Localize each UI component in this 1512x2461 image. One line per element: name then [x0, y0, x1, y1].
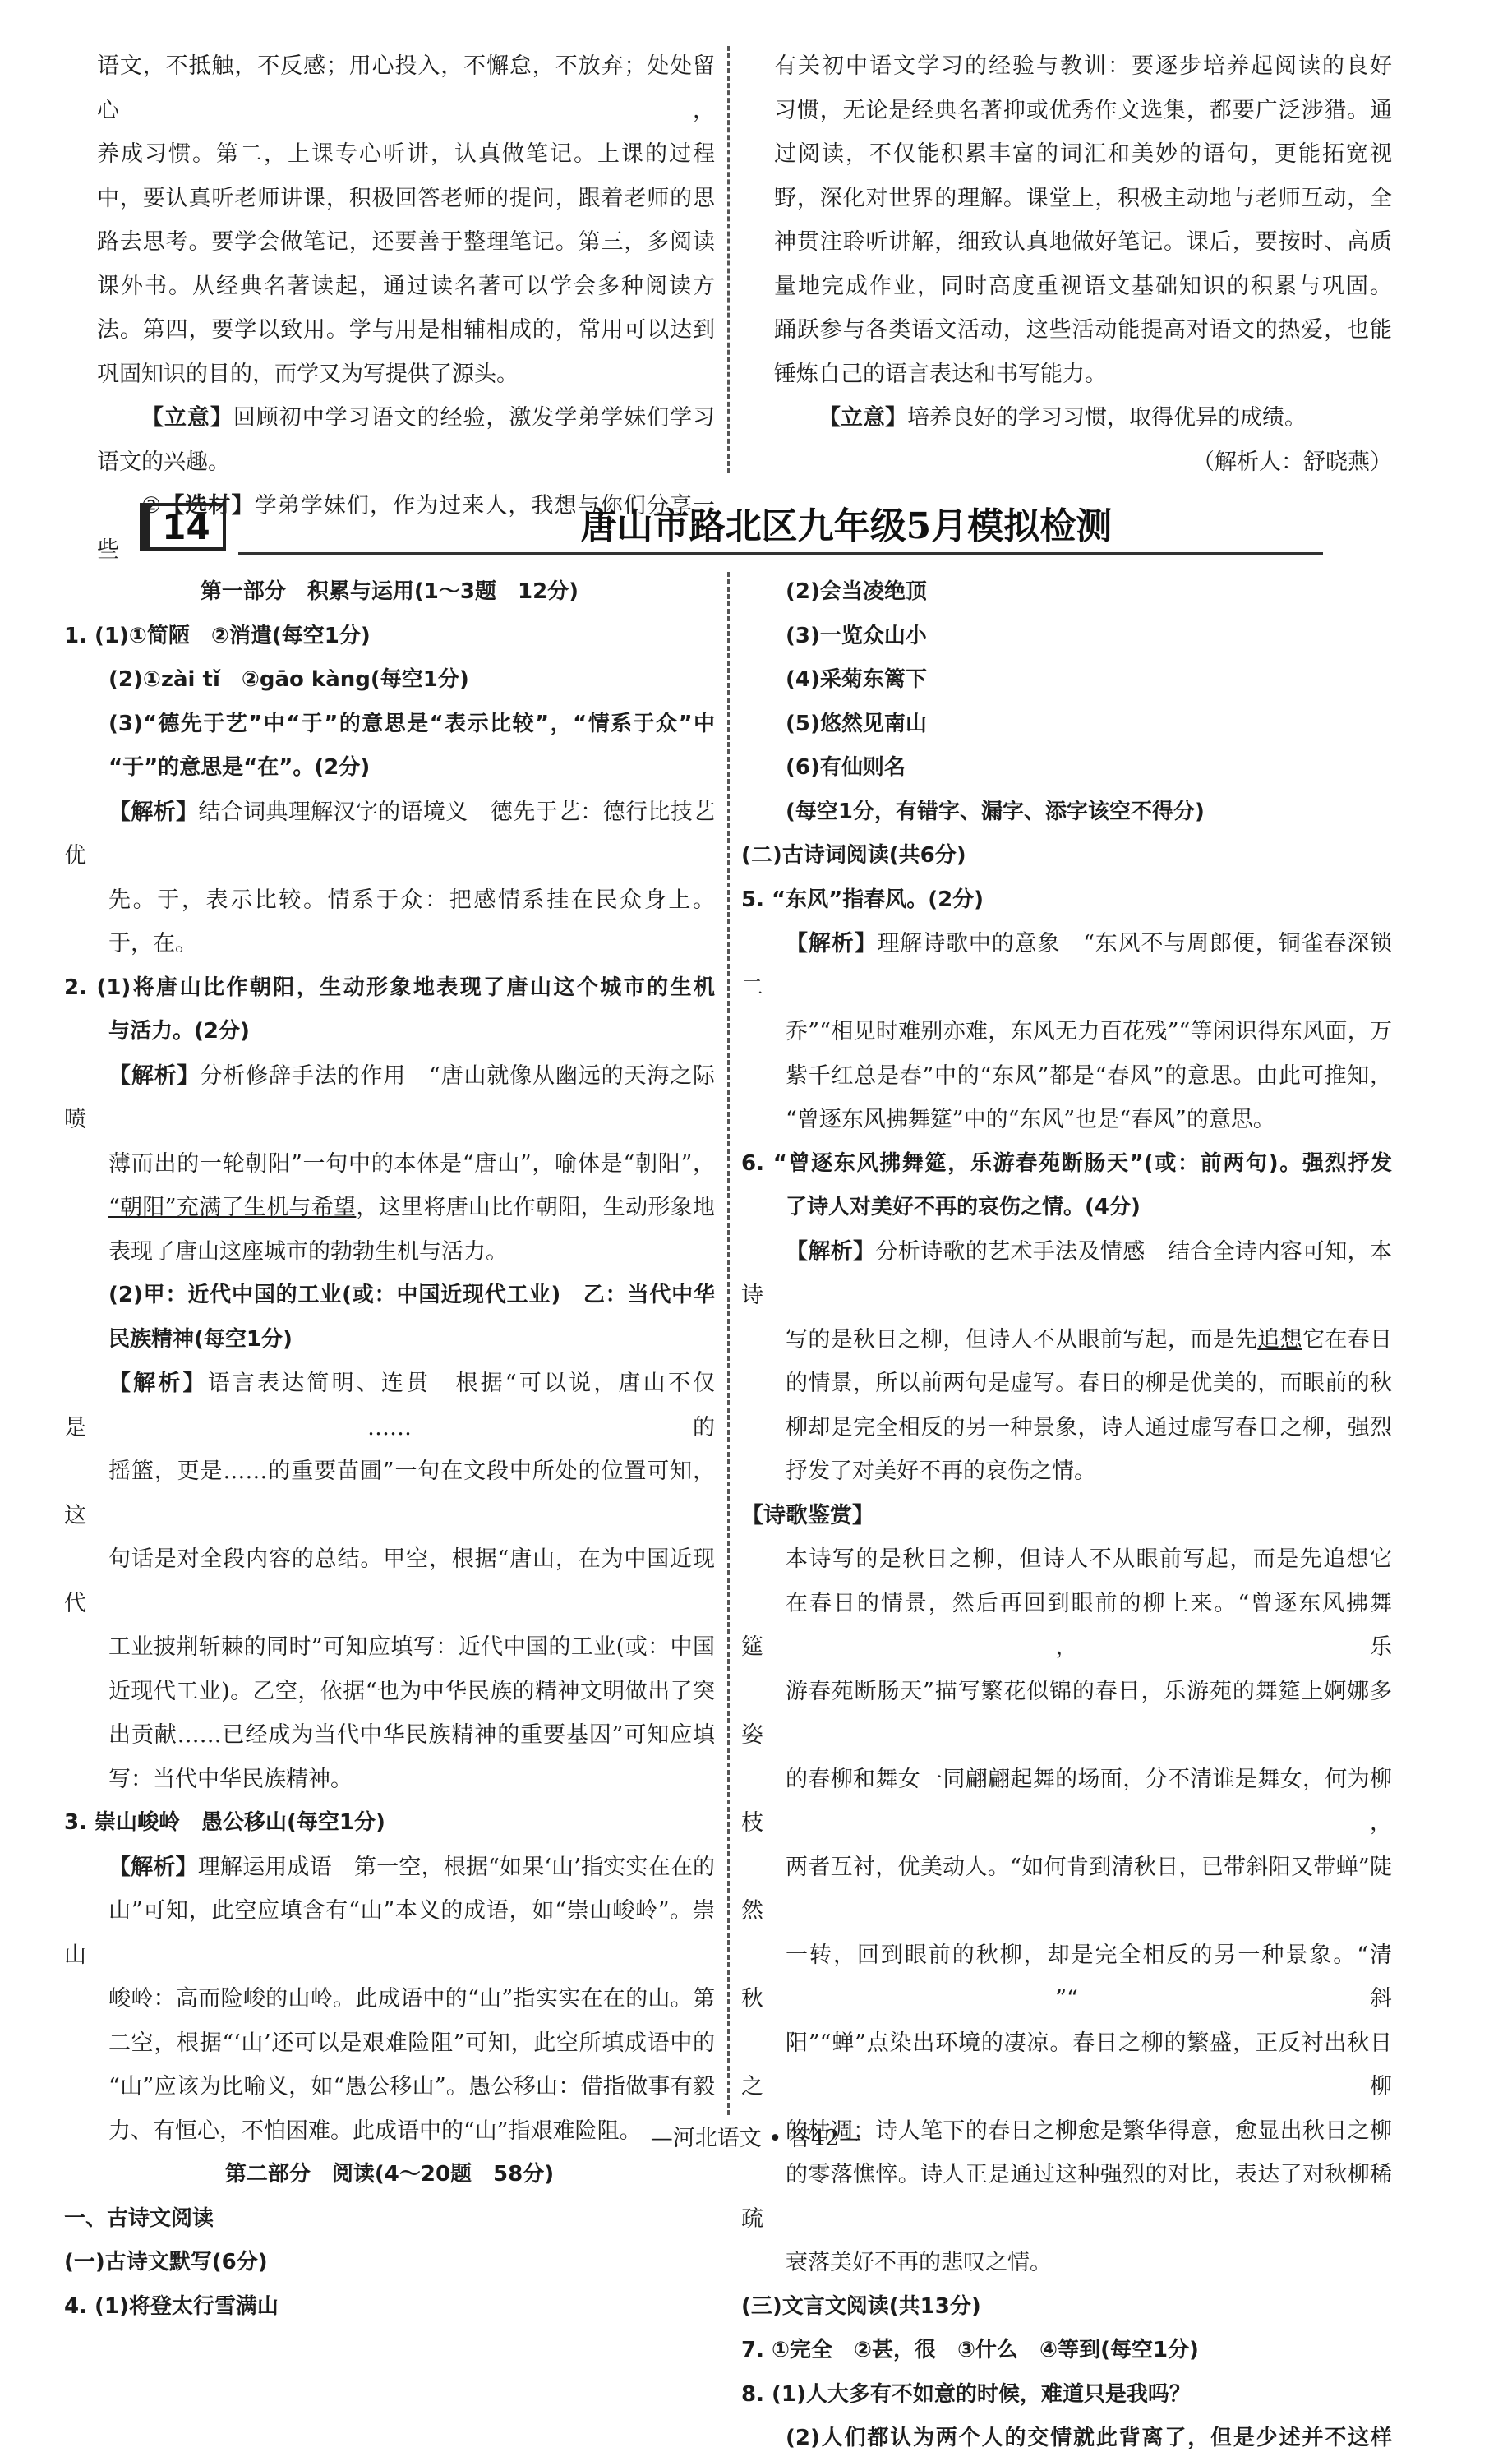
text-line: 中，要认真听老师讲课，积极回答老师的提问，跟着老师的思 — [97, 185, 715, 211]
analysis-tag: 【解析】 — [108, 1062, 201, 1089]
analysis-line: 写：当代中华民族精神。 — [108, 1766, 353, 1792]
analysis-line: 出贡献……已经成为当代中华民族精神的重要基因”可知应填 — [108, 1722, 715, 1748]
answer-line: 了诗人对美好不再的哀伤之情。(4分) — [786, 1195, 1141, 1219]
answer-line: 5. “东风”指春风。(2分) — [741, 887, 984, 912]
analysis-line: 柳却是完全相反的另一种景象，诗人通过虚写春日之柳，强烈 — [786, 1414, 1392, 1440]
answer-line: 民族精神(每空1分) — [108, 1326, 293, 1352]
analysis-line: 抒发了对美好不再的哀伤之情。 — [786, 1459, 1096, 1484]
analysis-line: 峻岭：高而险峻的山岭。此成语中的“山”指实实在在的山。第 — [108, 1986, 715, 2012]
section-heading: 一、古诗文阅读 — [64, 2205, 214, 2231]
text-line: 养成习惯。第二，上课专心听讲，认真做笔记。上课的过程 — [97, 141, 715, 167]
page-footer: —河北语文 • 答42— — [650, 2126, 862, 2151]
text-line: 语文，不抵触，不反感；用心投入，不懈怠，不放弃；处处留心， — [97, 53, 715, 123]
analysis-line: 【解析】理解运用成语 第一空，根据“如果‘山’指实实在在的 — [108, 1854, 715, 1880]
liyi-line: 【立意】回顾初中学习语文的经验，激发学弟学妹们学习 — [141, 405, 716, 431]
top-left-block — [97, 44, 715, 572]
analysis-line: 【解析】结合词典理解汉字的语境义 德先于艺：德行比技艺优 — [64, 799, 716, 869]
analysis-line: 表现了唐山这座城市的勃勃生机与活力。 — [108, 1238, 508, 1265]
analysis-line: 先。于，表示比较。情系于众：把感情系挂在民众身上。 — [108, 887, 715, 913]
column-divider-bottom — [727, 572, 730, 2115]
analysis-line: 工业披荆斩棘的同时”可知应填写：近代中国的工业(或：中国 — [108, 1634, 715, 1660]
text-line: 有关初中语文学习的经验与教训：要逐步培养起阅读的良好 — [774, 53, 1392, 79]
scoring-note: (每空1分，有错字、漏字、添字该空不得分) — [786, 799, 1205, 824]
analysis-line: 山”可知，此空应填含有“山”本义的成语，如“崇山峻岭”。崇山 — [64, 1898, 715, 1968]
answer-line: (3)“德先于艺”中“于”的意思是“表示比较”，“情系于众”中 — [108, 711, 715, 736]
analysis-tag: 【解析】 — [108, 1854, 198, 1880]
exam-title: 唐山市路北区九年级5月模拟检测 — [580, 505, 1113, 547]
xuancai-tag: 【选材】 — [162, 493, 255, 518]
poem-line: 一转，回到眼前的秋柳，却是完全相反的另一种景象。“清秋”“斜 — [741, 1942, 1392, 2012]
answer-line: (4)采菊东篱下 — [786, 667, 927, 692]
part-heading: 第二部分 阅读(4～20题 58分) — [224, 2162, 555, 2187]
text-line: 语文的兴趣。 — [97, 449, 230, 475]
liyi-tag: 【立意】 — [818, 405, 907, 431]
section-heading: (三)文言文阅读(共13分) — [741, 2293, 981, 2319]
analysis-tag: 【解析】 — [108, 1371, 208, 1396]
text-line: 路去思考。要学会做笔记，还要善于整理笔记。第三，多阅读 — [97, 229, 715, 255]
analysis-line: 于，在。 — [108, 931, 197, 956]
top-right-block — [774, 44, 1392, 484]
analysis-line: 【解析】分析修辞手法的作用 “唐山就像从幽远的天海之际喷 — [64, 1062, 715, 1132]
poem-line: 在春日的情景，然后再回到眼前的柳上来。“曾逐东风拂舞筵，乐 — [741, 1590, 1392, 1660]
poem-line: 的零落憔悴。诗人正是通过这种强烈的对比，表达了对秋柳稀疏 — [741, 2162, 1392, 2232]
poem-line: 的枯凋；诗人笔下的春日之柳愈是繁华得意，愈显出秋日之柳 — [786, 2118, 1392, 2144]
analysis-line: 力、有恒心，不怕困难。此成语中的“山”指艰难险阻。 — [108, 2118, 642, 2144]
text-line: 法。第四，要学以致用。学与用是相辅相成的，常用可以达到 — [97, 317, 715, 343]
section-heading: (一)古诗文默写(6分) — [64, 2250, 268, 2274]
analysis-line: 【解析】理解诗歌中的意象 “东风不与周郎便，铜雀春深锁二 — [741, 931, 1392, 1001]
answer-line: (3)一览众山小 — [786, 623, 927, 648]
analysis-line: 紫千红总是春”中的“东风”都是“春风”的意思。由此可推知， — [786, 1062, 1392, 1089]
analysis-line: “朝阳”充满了生机与希望，这里将唐山比作朝阳，生动形象地 — [108, 1195, 716, 1220]
answer-line: 1. (1)①简陋 ②消遣(每空1分) — [64, 623, 371, 648]
text-line: 野，深化对世界的理解。课堂上，积极主动地与老师互动，全 — [774, 185, 1392, 211]
xuancai-line: ②【选材】学弟学妹们，作为过来人，我想与你们分享一些 — [97, 493, 715, 563]
analysis-line: 薄而出的一轮朝阳”一句中的本体是“唐山”，喻体是“朝阳”， — [108, 1150, 715, 1177]
answer-line: (2)甲：近代中国的工业(或：中国近现代工业) 乙：当代中华 — [108, 1283, 715, 1307]
section-heading: (二)古诗词阅读(共6分) — [741, 843, 966, 868]
part-heading: 第一部分 积累与运用(1～3题 12分) — [200, 579, 579, 604]
liyi-line: 【立意】培养良好的学习习惯，取得优异的成绩。 — [818, 405, 1307, 431]
analysis-line: 写的是秋日之柳，但诗人不从眼前写起，而是先追想它在春日 — [786, 1326, 1393, 1353]
poem-line: 阳”“蝉”点染出环境的凄凉。春日之柳的繁盛，正反衬出秋日之柳 — [741, 2030, 1392, 2099]
answer-line: 4. (1)将登太行雪满山 — [64, 2293, 279, 2319]
column-divider-top — [727, 46, 730, 473]
answer-line: (5)悠然见南山 — [786, 711, 927, 736]
text-line: 过阅读，不仅能积累丰富的词汇和美妙的语句，更能拓宽视 — [774, 141, 1392, 167]
text-line: 量地完成作业，同时高度重视语文基础知识的积累与巩固。 — [774, 273, 1392, 299]
analysis-line: 二空，根据“‘山’还可以是艰难险阻”可知，此空所填成语中的 — [108, 2030, 715, 2056]
answer-line: 3. 崇山峻岭 愚公移山(每空1分) — [64, 1810, 385, 1835]
exam-number-badge: 14 — [140, 503, 226, 551]
poem-line: 衰落美好不再的悲叹之情。 — [786, 2250, 1052, 2275]
answer-line: 7. ①完全 ②甚，很 ③什么 ④等到(每空1分) — [741, 2338, 1199, 2362]
text-line: 踊跃参与各类语文活动，这些活动能提高对语文的热爱，也能 — [774, 317, 1392, 343]
analysis-line: 近现代工业)。乙空，依据“也为中华民族的精神文明做出了突 — [108, 1678, 715, 1704]
text-line: 神贯注聆听讲解，细致认真地做好笔记。课后，要按时、高质 — [774, 229, 1392, 255]
analysis-line: 摇篮，更是……的重要苗圃”一句在文段中所处的位置可知，这 — [64, 1459, 715, 1528]
analysis-line: 乔”“相见时难别亦难，东风无力百花残”“等闲识得东风面，万 — [786, 1019, 1392, 1044]
right-column — [741, 570, 1392, 2461]
poem-appreciation-tag: 【诗歌鉴赏】 — [741, 1502, 874, 1528]
poem-line: 本诗写的是秋日之柳，但诗人不从眼前写起，而是先追想它 — [786, 1546, 1392, 1572]
analysis-line: 句话是对全段内容的总结。甲空，根据“唐山，在为中国近现代 — [64, 1546, 715, 1616]
analysis-line: 【解析】语言表达简明、连贯 根据“可以说，唐山不仅是……的 — [64, 1371, 715, 1440]
analysis-line: “曾逐东风拂舞筵”中的“东风”也是“春风”的意思。 — [786, 1107, 1275, 1132]
analysis-line: 【解析】分析诗歌的艺术手法及情感 结合全诗内容可知，本诗 — [741, 1238, 1393, 1308]
answer-line: 2. (1)将唐山比作朝阳，生动形象地表现了唐山这个城市的生机 — [64, 975, 715, 1000]
poem-line: 游春苑断肠天”描写繁花似锦的春日，乐游苑的舞筵上婀娜多姿 — [741, 1678, 1392, 1748]
poem-line: 的春柳和舞女一同翩翩起舞的场面，分不清谁是舞女，何为柳枝， — [741, 1766, 1392, 1836]
answer-line: (6)有仙则名 — [786, 755, 906, 780]
analysis-line: 的情景，所以前两句是虚写。春日的柳是优美的，而眼前的秋 — [786, 1371, 1392, 1396]
analysis-tag: 【解析】 — [108, 799, 199, 825]
text-line: 习惯，无论是经典名著抑或优秀作文选集，都要广泛涉猎。通 — [774, 97, 1392, 123]
liyi-tag: 【立意】 — [141, 405, 233, 431]
answer-line: “于”的意思是“在”。(2分) — [108, 755, 371, 780]
analysis-tag: 【解析】 — [786, 931, 878, 956]
answer-line: (2)①zài tǐ ②gāo kàng(每空1分) — [108, 667, 469, 692]
answer-line: 8. (1)人大多有不如意的时候，难道只是我吗？ — [741, 2381, 1191, 2407]
analysis-tag: 【解析】 — [786, 1238, 876, 1265]
text-line: 锤炼自己的语言表达和书写能力。 — [774, 361, 1107, 387]
title-rule — [238, 552, 1323, 555]
analysis-line: “山”应该为比喻义，如“愚公移山”。愚公移山：借指做事有毅 — [108, 2074, 715, 2099]
left-column — [64, 570, 715, 2329]
text-line: 课外书。从经典名著读起，通过读名著可以学会多种阅读方 — [97, 273, 715, 299]
answer-line: 6. “曾逐东风拂舞筵，乐游春苑断肠天”(或：前两句)。强烈抒发 — [741, 1150, 1392, 1176]
answer-line: (2)人们都认为两个人的交情就此背离了，但是少述并不这样 — [786, 2426, 1392, 2450]
analyst-credit: （解析人：舒晓燕） — [1192, 449, 1392, 475]
answer-line: 与活力。(2分) — [108, 1019, 250, 1044]
poem-line: 两者互衬，优美动人。“如何肯到清秋日，已带斜阳又带蝉”陡然 — [741, 1854, 1392, 1924]
answer-line: (2)会当凌绝顶 — [786, 579, 927, 604]
text-line: 巩固知识的目的，而学又为写提供了源头。 — [97, 361, 519, 387]
